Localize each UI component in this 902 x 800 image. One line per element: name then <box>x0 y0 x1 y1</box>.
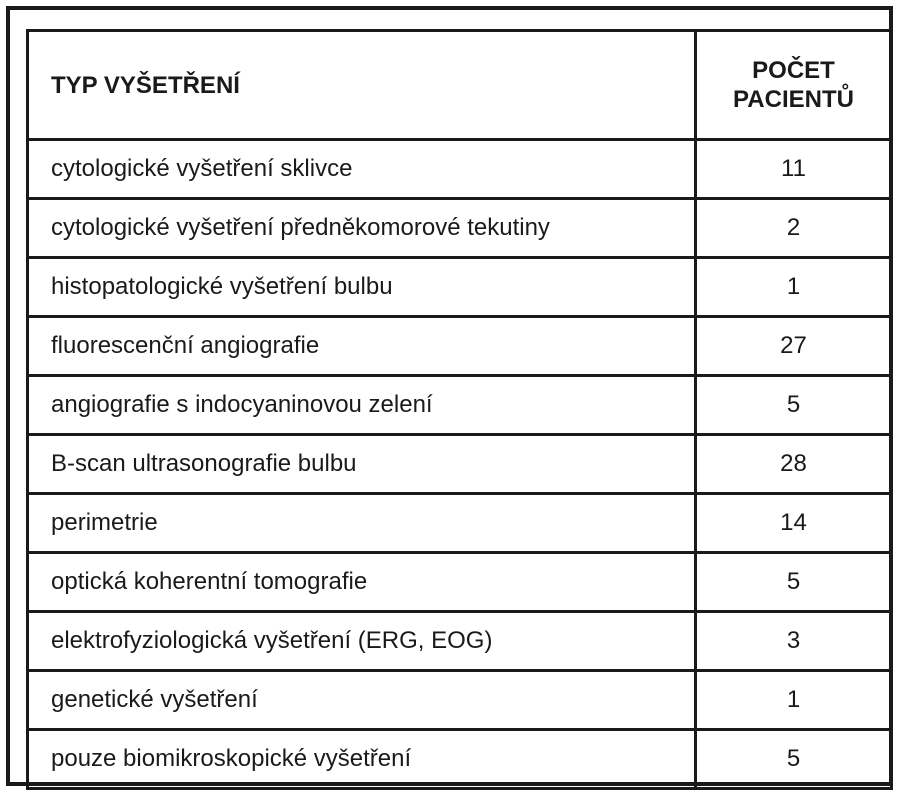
exam-type-cell: cytologické vyšetření předněkomorové tekutiny <box>28 199 696 258</box>
header-exam-type: TYP VYŠETŘENÍ <box>28 31 696 140</box>
table-row <box>28 317 892 376</box>
patient-count-cell: 2 <box>696 199 892 258</box>
table-row <box>28 730 892 789</box>
patient-count-cell: 28 <box>696 435 892 494</box>
table-row <box>28 612 892 671</box>
exam-type-cell: cytologické vyšetření sklivce <box>28 140 696 199</box>
table-row <box>28 435 892 494</box>
exam-type-cell: histopatologické vyšetření bulbu <box>28 258 696 317</box>
exam-type-cell: elektrofyziologická vyšetření (ERG, EOG) <box>28 612 696 671</box>
table-row <box>28 258 892 317</box>
table-row <box>28 140 892 199</box>
header-patient-count-line2: PACIENTŮ <box>733 86 854 113</box>
patient-count-cell: 14 <box>696 494 892 553</box>
header-patient-count <box>696 31 892 140</box>
patient-count-cell: 1 <box>696 258 892 317</box>
exam-type-cell: B-scan ultrasonografie bulbu <box>28 435 696 494</box>
patient-count-cell: 5 <box>696 376 892 435</box>
table-row <box>28 494 892 553</box>
table-row <box>28 671 892 730</box>
patient-count-cell: 11 <box>696 140 892 199</box>
table-header-row <box>28 31 892 140</box>
table-row <box>28 376 892 435</box>
examinations-table <box>26 29 893 790</box>
exam-type-cell: angiografie s indocyaninovou zelení <box>28 376 696 435</box>
patient-count-cell: 5 <box>696 553 892 612</box>
exam-type-cell: fluorescenční angiografie <box>28 317 696 376</box>
patient-count-cell: 1 <box>696 671 892 730</box>
patient-count-cell: 27 <box>696 317 892 376</box>
patient-count-cell: 3 <box>696 612 892 671</box>
exam-type-cell: genetické vyšetření <box>28 671 696 730</box>
table-frame <box>6 6 893 786</box>
patient-count-cell: 5 <box>696 730 892 789</box>
table-row <box>28 553 892 612</box>
exam-type-cell: pouze biomikroskopické vyšetření <box>28 730 696 789</box>
exam-type-cell: perimetrie <box>28 494 696 553</box>
exam-type-cell: optická koherentní tomografie <box>28 553 696 612</box>
header-patient-count-line1: POČET <box>752 57 835 84</box>
table-row <box>28 199 892 258</box>
